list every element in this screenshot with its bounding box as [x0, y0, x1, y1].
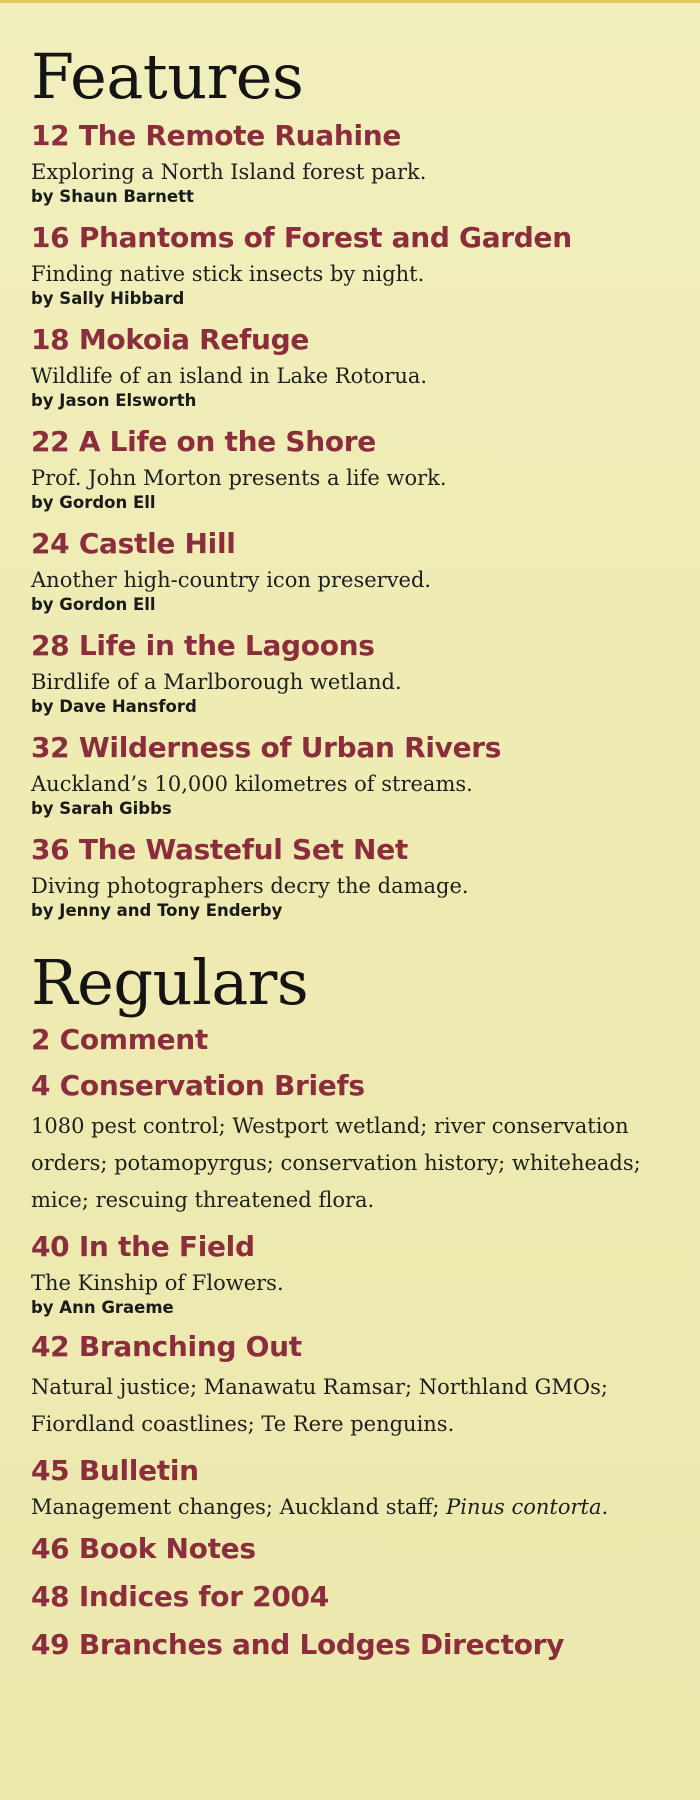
feature-author: by Gordon Ell: [31, 493, 156, 512]
regular-title[interactable]: 42 Branching Out: [31, 1330, 302, 1363]
feature-description: Auckland’s 10,000 kilometres of streams.: [31, 772, 473, 796]
regular-author: by Ann Graeme: [31, 1298, 174, 1317]
feature-title[interactable]: 18 Mokoia Refuge: [31, 323, 310, 356]
feature-title[interactable]: 28 Life in the Lagoons: [31, 629, 375, 662]
feature-entry[interactable]: [31, 118, 681, 208]
feature-title[interactable]: 16 Phantoms of Forest and Garden: [31, 221, 572, 254]
regular-entry-conservation-briefs[interactable]: [31, 1068, 681, 1219]
regular-description: 1080 pest control; Westport wetland; river conservation orders; potamopyrgus; conservation history; whiteheads; mice; rescuing threatened flora.: [31, 1114, 641, 1212]
bulletin-description-text: Management changes; Auckland staff;: [31, 1495, 447, 1519]
feature-entry[interactable]: [31, 730, 681, 820]
regular-description: The Kinship of Flowers.: [31, 1271, 284, 1295]
feature-description: Finding native stick insects by night.: [31, 262, 425, 286]
feature-title[interactable]: 36 The Wasteful Set Net: [31, 833, 408, 866]
regular-title[interactable]: 49 Branches and Lodges Directory: [31, 1628, 565, 1661]
regular-entry-branching-out[interactable]: [31, 1329, 681, 1443]
regular-entry-in-the-field[interactable]: [31, 1229, 681, 1319]
feature-entry[interactable]: [31, 832, 681, 922]
feature-entry[interactable]: [31, 322, 681, 412]
regular-entry-book-notes[interactable]: [31, 1531, 681, 1567]
regular-title[interactable]: 45 Bulletin: [31, 1454, 199, 1487]
regulars-heading: Regulars: [31, 946, 309, 1019]
feature-entry[interactable]: [31, 628, 681, 718]
feature-author: by Jenny and Tony Enderby: [31, 901, 283, 920]
table-of-contents: [31, 40, 681, 1675]
feature-title[interactable]: 12 The Remote Ruahine: [31, 119, 402, 152]
regular-title[interactable]: 40 In the Field: [31, 1230, 255, 1263]
feature-description: Another high-country icon preserved.: [31, 568, 432, 592]
feature-description: Diving photographers decry the damage.: [31, 874, 469, 898]
regular-title[interactable]: 48 Indices for 2004: [31, 1580, 329, 1613]
feature-author: by Sally Hibbard: [31, 289, 185, 308]
bulletin-description-end: .: [601, 1495, 609, 1519]
feature-description: Birdlife of a Marlborough wetland.: [31, 670, 402, 694]
feature-entry[interactable]: [31, 526, 681, 616]
regular-entry-bulletin[interactable]: [31, 1453, 681, 1521]
feature-entry[interactable]: [31, 220, 681, 310]
bulletin-description-italic: Pinus contorta: [446, 1495, 602, 1519]
feature-description: Prof. John Morton presents a life work.: [31, 466, 447, 490]
features-list: [31, 118, 681, 922]
regular-entry-comment[interactable]: [31, 1022, 681, 1058]
feature-entry[interactable]: [31, 424, 681, 514]
feature-title[interactable]: 22 A Life on the Shore: [31, 425, 376, 458]
feature-author: by Sarah Gibbs: [31, 799, 172, 818]
top-edge-stripe: [0, 0, 700, 3]
feature-author: by Gordon Ell: [31, 595, 156, 614]
feature-author: by Dave Hansford: [31, 697, 197, 716]
regular-entry-directory[interactable]: [31, 1627, 681, 1663]
feature-title[interactable]: 32 Wilderness of Urban Rivers: [31, 731, 502, 764]
regular-title[interactable]: 2 Comment: [31, 1023, 208, 1056]
feature-author: by Shaun Barnett: [31, 187, 194, 206]
regular-entry-indices[interactable]: [31, 1579, 681, 1615]
regular-description: Natural justice; Manawatu Ramsar; Northland GMOs; Fiordland coastlines; Te Rere penguins.: [31, 1375, 608, 1436]
regulars-list: [31, 1022, 681, 1663]
regular-title[interactable]: 46 Book Notes: [31, 1532, 256, 1565]
regular-description: [31, 1493, 681, 1521]
regular-title[interactable]: 4 Conservation Briefs: [31, 1069, 365, 1102]
feature-author: by Jason Elsworth: [31, 391, 197, 410]
features-heading: Features: [31, 40, 304, 113]
feature-description: Wildlife of an island in Lake Rotorua.: [31, 364, 428, 388]
feature-title[interactable]: 24 Castle Hill: [31, 527, 236, 560]
feature-description: Exploring a North Island forest park.: [31, 160, 427, 184]
